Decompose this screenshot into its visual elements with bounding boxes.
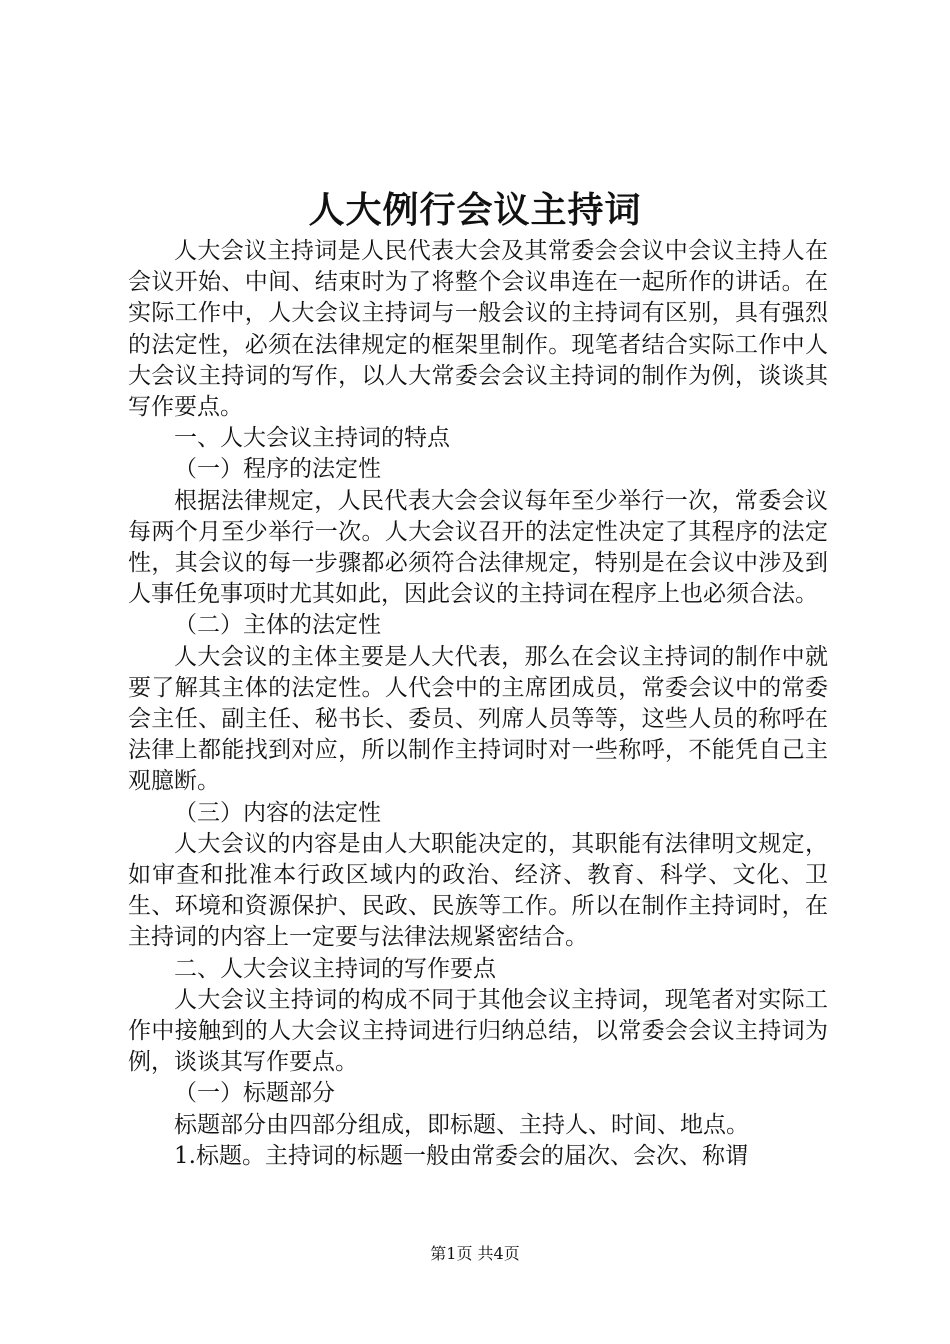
paragraph-title-item-1: 1.标题。主持词的标题一般由常委会的届次、会次、称谓 xyxy=(174,1142,748,1169)
section-heading-1: 一、人大会议主持词的特点 xyxy=(174,425,450,452)
paragraph-subject: 人大会议的主体主要是人大代表，那么在会议主持词的制作中就要了解其主体的法定性。人代会中的主席团成员，常委会议中的常委会主任、副主任、秘书长、委员、列席人员等等，这些人员的称呼在法律上都能找到对应，所以制作主持词时对一些称呼，不能凭自己主观臆断。 xyxy=(128,643,828,795)
subsection-heading-subject: （二）主体的法定性 xyxy=(174,612,381,639)
subsection-heading-title-part: （一）标题部分 xyxy=(174,1080,335,1107)
subsection-heading-content: （三）内容的法定性 xyxy=(174,799,381,826)
document-title: 人大例行会议主持词 xyxy=(308,189,642,231)
paragraph-title-part: 标题部分由四部分组成，即标题、主持人、时间、地点。 xyxy=(174,1111,749,1138)
paragraph-writing-points: 人大会议主持词的构成不同于其他会议主持词，现笔者对实际工作中接触到的人大会议主持词进行归纳总结，以常委会会议主持词为例，谈谈其写作要点。 xyxy=(128,986,828,1076)
document-body xyxy=(128,236,828,1172)
section-heading-2: 二、人大会议主持词的写作要点 xyxy=(174,955,496,982)
subsection-heading-procedure: （一）程序的法定性 xyxy=(174,456,381,483)
paragraph-content: 人大会议的内容是由人大职能决定的，其职能有法律明文规定，如审查和批准本行政区域内的政治、经济、教育、科学、文化、卫生、环境和资源保护、民政、民族等工作。所以在制作主持词时，在主持词的内容上一定要与法律法规紧密结合。 xyxy=(128,830,828,951)
page-footer: 第1页 共4页 xyxy=(430,1244,520,1263)
paragraph-procedure: 根据法律规定，人民代表大会会议每年至少举行一次，常委会议每两个月至少举行一次。人大会议召开的法定性决定了其程序的法定性，其会议的每一步骤都必须符合法律规定，特别是在会议中涉及到人事任免事项时尤其如此，因此会议的主持词在程序上也必须合法。 xyxy=(128,487,828,608)
paragraph-intro: 人大会议主持词是人民代表大会及其常委会会议中会议主持人在会议开始、中间、结束时为了将整个会议串连在一起所作的讲话。在实际工作中，人大会议主持词与一般会议的主持词有区别，具有强烈的法定性，必须在法律规定的框架里制作。现笔者结合实际工作中人大会议主持词的写作，以人大常委会会议主持词的制作为例，谈谈其写作要点。 xyxy=(128,238,828,421)
